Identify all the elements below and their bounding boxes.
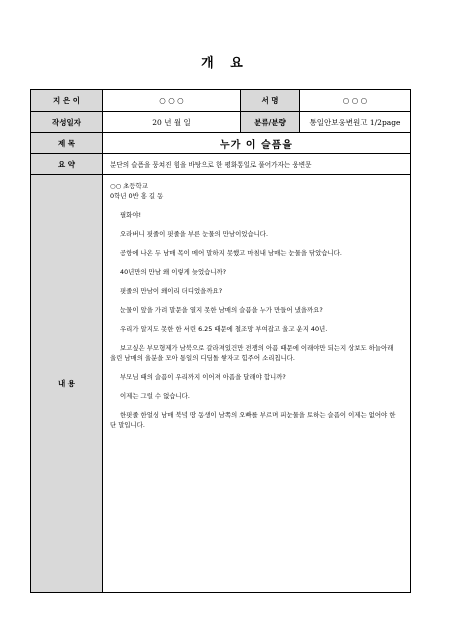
author-row xyxy=(31,90,410,112)
paragraph: 40년만의 만남 왜 이렇게 늦었습니까? xyxy=(120,268,227,276)
student-line: 0학년 0반 홍 길 동 xyxy=(110,192,164,200)
body-row xyxy=(31,175,410,592)
summary-value: 분단의 슬픔을 뭉쳐진 힘을 바탕으로 한 평화통일로 풀어가자는 웅변문 xyxy=(102,154,410,174)
subject-label: 제 목 xyxy=(31,133,102,153)
paragraph: 이제는 그럴 수 없습니다. xyxy=(120,392,190,400)
name-value: ○ ○ ○ xyxy=(299,90,410,111)
category-value: 통일안보웅변원고 1/2page xyxy=(299,112,410,132)
body-label: 내 용 xyxy=(31,175,102,592)
subject-value: 누가 이 슬픔을 xyxy=(102,133,410,153)
name-label: 서 명 xyxy=(240,90,299,111)
paragraph: 오라버니 핏줄이 핏줄을 부른 눈물의 만남이었습니다. xyxy=(120,230,269,238)
category-label: 분류/분량 xyxy=(240,112,299,132)
date-label: 작성일자 xyxy=(31,112,102,132)
date-value: 20 년 월 일 xyxy=(102,112,240,132)
school-line: ○○ 초등학교 xyxy=(110,182,148,190)
paragraph: 핏줄의 만남이 왜이리 더디었을까요? xyxy=(120,287,223,295)
date-row xyxy=(31,112,410,133)
paragraph: 필화야! xyxy=(120,211,142,219)
author-value: ○ ○ ○ xyxy=(102,90,240,111)
paragraph: 눈물이 앞을 가려 말문을 열지 못한 남매의 슬픔을 누가 만들어 냈을까요? xyxy=(120,306,323,314)
speech-body xyxy=(102,175,410,592)
summary-label: 요 약 xyxy=(31,154,102,174)
summary-row xyxy=(31,154,410,175)
summary-table xyxy=(30,89,411,593)
paragraph: 보고싶은 부모형제가 남북으로 갈라져있건만 전쟁의 아픔 때문에 이래야만 되는지 상보도 하늘아래 울린 남매의 울분을 모아 통일의 디딤돌 쌓자고 힘주어 소리칩니다. xyxy=(110,344,394,362)
paragraph: 공항에 나온 두 남매 목이 메어 말하지 못했고 마침내 남매는 눈물을 닦았습니다. xyxy=(120,249,342,257)
page-title: 개 요 xyxy=(201,56,249,71)
subject-row xyxy=(31,133,410,154)
paragraph: 우리가 알지도 못한 한 서린 6.25 때문에 철조망 부여잡고 울고 운지 40년. xyxy=(120,325,328,333)
author-label: 지 은 이 xyxy=(31,90,102,111)
paragraph: 한핏줄 한얼싱 남매 북녘 땅 동생이 남쪽의 오빠를 부르며 피눈물을 토하는 슬픔이 이제는 없어야 한단 말입니다. xyxy=(110,411,396,429)
paragraph: 부모님 때의 슬픔이 우리까지 이어져 아픔을 달래야 합니까? xyxy=(120,373,286,381)
